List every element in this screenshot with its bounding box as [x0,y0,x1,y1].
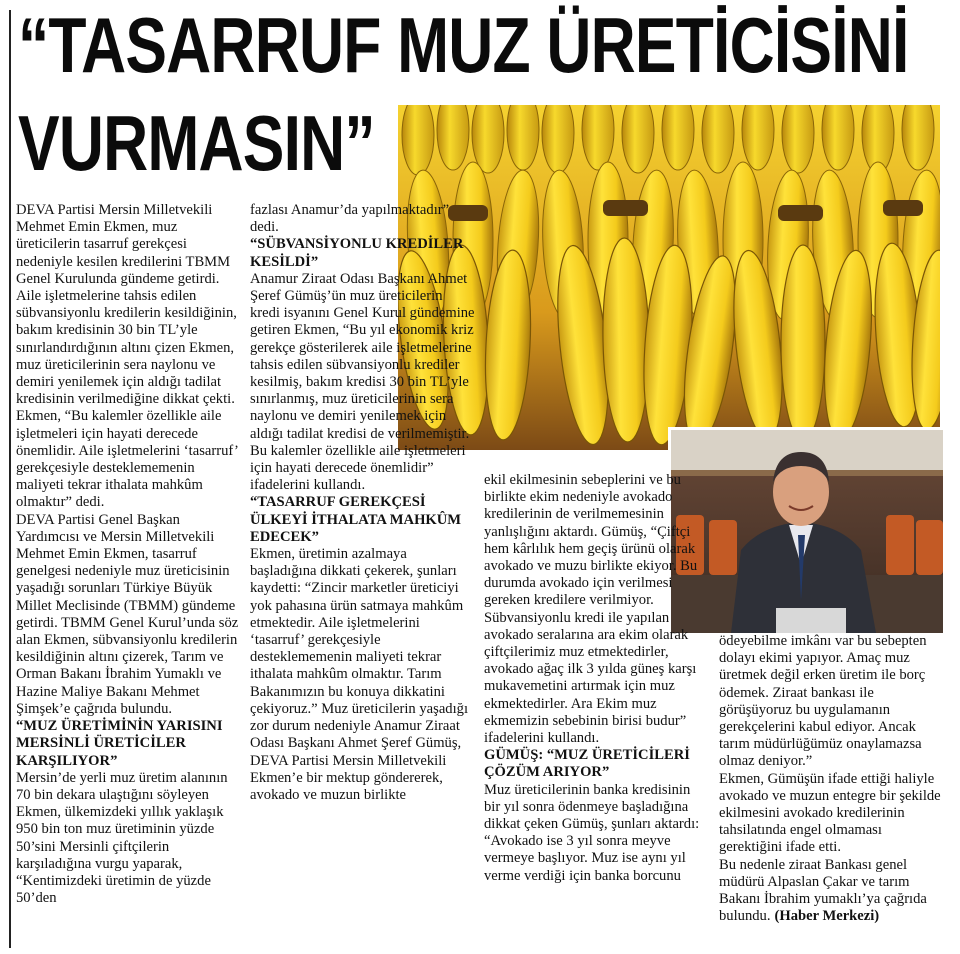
subheading: “MUZ ÜRETİMİNİN YARISINI MERSİNLİ ÜRETİCİLER KARŞILIYOR” [16,718,223,769]
paragraph: Muz üreticilerinin banka kredisinin bir yıl sonra ödenmeye başladığına dikkat çeken Gümüş, şunları aktardı: “Avokado ise 3 yıl sonra meyve vermeye başlıyor. Muz ise aynı yıl verme verdiği için banka borcunu [484,781,700,884]
article-column-4 [719,633,942,925]
paragraph: DEVA Partisi Genel Başkan Yardımcısı ve Mersin Milletvekili Mehmet Emin Ekmen, tasarruf genelgesi nedeniyle muz üreticisinin yaşadığı sorunları Türkiye Büyük Millet Meclisinde (TBMM) gündeme getirdi. TBMM Genel Kurul’unda söz alan Ekmen, sübvansiyonlu kredilerin kesildiğinin altını çizerek, Tarım ve Orman Bakanı İbrahim Yumaklı ve Hazine Maliye Bakanı Mehmet Şimşek’e çağrıda bulundu. [16,511,239,717]
left-rule [9,10,11,948]
paragraph: Ekmen, üretimin azalmaya başladığına dikkati çekerek, şunları kaydetti: “Zincir marketler üreticiyi yok pahasına ürün satmaya mahkûm etmektedir. Aile işletmelerini ‘tasarruf’ gerekçesiyle desteklememenin maliyeti tekrar ithalata mahkûm olmaktır. Tarım Bakanımızın bu konuya dikkatini çekiyoruz.” Muz üreticilerin yaşadığı zor durum nedeniyle Anamur Ziraat Odası Başkanı Ahmet Şeref Gümüş, DEVA Partisi Mersin Milletvekili Ekmen’e bir mektup göndererek, avokado ve muzun birlikte [250,546,469,803]
paragraph: Bu nedenle ziraat Bankası genel müdürü Alpaslan Çakar ve tarım Bakanı İbrahim yumaklı’ya çağrıda bulundu. [719,856,927,925]
paragraph: Ekmen, Gümüşün ifade ettiği haliyle avokado ve muzun entegre bir şekilde ekilmesini avokado kredilerinin tahsilatında engel olmaması gerektiğini ifade etti. [719,770,941,856]
article-column-3 [484,472,710,885]
bananas-photo [398,105,940,450]
paragraph: ekil ekilmesinin sebeplerini ve bu birlikte ekim nedeniyle avokado kredilerinin de verilmemesinin yanlışlığını aktardı. Gümüş, “Çiftçi hem kârlılık hem geçiş ürünü olarak avokado ve muzu birlikte ekiyor. Bu durumda avokado için verilmesi gereken kredilere verilmiyor. Sübvansiyonlu kredi ile yapılan avokado seralarına ara ekim olarak çiftçilerimiz muz etmektedirler, avokado ağaç ilk 3 yılda güneş karşı mukavemetini artırmak için muz ekmektedirler. Ara Ekim muz ekmemizin sebebinin birisi budur” ifadelerini kullandı. [484,472,698,747]
article-column-1 [16,202,242,907]
paragraph: ödeyebilme imkânı var bu sebepten dolayı ekimi yapıyor. Amaç muz üretmek değil erken üretim ile borç ödemek. Ziraat bankası ile görüşüyoruz bu uygulamanın gerekçelerini kabul ediyor. Ancak tarım müdürlüğümüz onaylamazsa olmaz deniyor.” [719,633,927,770]
subheading: GÜMÜŞ: “MUZ ÜRETİCİLERİ ÇÖZÜM ARIYOR” [484,747,690,781]
subheading: “TASARRUF GEREKÇESİ ÜLKEYİ İTHALATA MAHKÛM EDECEK” [250,494,462,545]
paragraph: fazlası Anamur’da yapılmaktadır” dedi. [250,202,450,236]
subheading: “SÜBVANSİYONLU KREDİLER KESİLDİ” [250,236,464,270]
headline-line-2: VURMASIN” [18,99,375,187]
paragraph: Anamur Ziraat Odası Başkanı Ahmet Şeref Gümüş’ün muz üreticilerin kredi isyanını Genel Kurul gündemine getiren Ekmen, “Bu yıl ekonomik kriz gerekçe gösterilerek aile işletmelerine tahsis edilen sübvansiyonlu krediler kesilmiş, bakım kredisi 30 bin TL’yle sınırlanmış, muz üreticilerinin sera naylonu ve demiri yenilemek için aldığı tadilat kredisi de verilmemiştir. Bu kalemler özellikle aile işletmeleri için hayati derecede önemlidir” ifadelerini kullandı. [250,270,475,494]
byline-credit: (Haber Merkezi) [774,908,880,925]
paragraph: DEVA Partisi Mersin Milletvekili Mehmet Emin Ekmen, muz üreticilerin tasarruf gerekçesi nedeniyle kesilen kredilerini TBMM Genel Kurulunda gündeme getirdi. Aile işletmelerine tahsis edilen sübvansiyonlu kredilerin kesildiğinin, bakım kredisinin 30 bin TL’yle sınırlandırdığının altını çizen Ekmen, muz üreticilerinin sera naylonu ve demiri yenilemek için aldığı tadilat kredisinin verilmediğine dikkat çekti. Ekmen, “Bu kalemler özellikle aile işletmeleri için hayati derecede önemlidir. Aile işletmelerini ‘tasarruf’ gerekçesiyle desteklememenin maliyeti tekrar ithalata mahkûm olmaktır” dedi. [16,202,238,511]
paragraph: Mersin’de yerli muz üretim alanının 70 bin dekara ulaştığını söyleyen Ekmen, ülkemizdeki yıllık yaklaşık 950 bin ton muz üretiminin yüzde 50’sini Mersinli çiftçilerin karşıladığına vurgu yaparak, “Kentimizdeki üretimin de yüzde 50’den [16,769,228,907]
headline-line-1: “TASARRUF MUZ ÜRETİCİSİNİ [18,1,909,89]
article-column-2 [250,202,476,804]
